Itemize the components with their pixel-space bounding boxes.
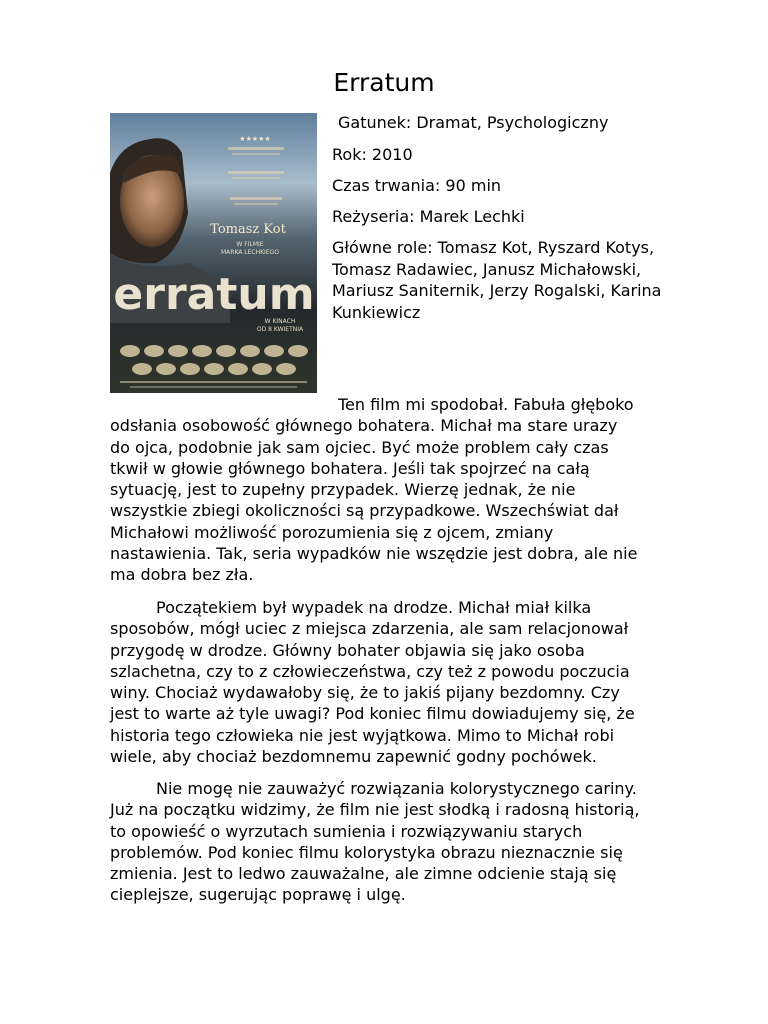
info-duration: Czas trwania: 90 min xyxy=(332,176,502,195)
paragraph-line: Michałowi możliwość porozumienia się z ojcem, zmiany xyxy=(110,522,554,542)
paragraph-line: przygodę w drodze. Główny bohater objawia się jako osoba xyxy=(110,640,585,660)
info-year: Rok: 2010 xyxy=(332,145,413,164)
paragraph-line: tkwił w głowie głównego bohatera. Jeśli tak spojrzeć na całą xyxy=(110,458,590,478)
movie-poster xyxy=(110,113,317,393)
poster-logo: erratum xyxy=(113,269,315,320)
roles-line: Kunkiewicz xyxy=(332,302,421,322)
paragraph-2 xyxy=(110,597,710,767)
paragraph-line: ma dobra bez zła. xyxy=(110,565,254,585)
paragraph-line: Początekiem był wypadek na drodze. Michał miał kilka xyxy=(156,598,592,617)
paragraph-line: szlachetna, czy to z człowieczeństwa, czy też z powodu poczucia xyxy=(110,661,630,681)
paragraph-line: wiele, aby chociaż bezdomnemu zapewnić godny pochówek. xyxy=(110,747,597,767)
paragraph-1 xyxy=(110,394,710,586)
paragraph-line: problemów. Pod koniec filmu kolorystyka obrazu nieznacznie się xyxy=(110,842,623,862)
paragraph-line: winy. Chociaż wydawałoby się, że to jakiś pijany bezdomny. Czy xyxy=(110,683,620,703)
paragraph-line: sposobów, mógł uciec z miejsca zdarzenia, ale sam relacjonował xyxy=(110,619,629,639)
poster-credit-1: W FILMIE xyxy=(236,241,264,248)
paragraph-line: jest to warte aż tyle uwagi? Pod koniec filmu dowiadujemy się, że xyxy=(110,704,635,724)
roles-line: Tomasz Radawiec, Janusz Michałowski, xyxy=(332,259,642,279)
paragraph-line: nastawienia. Tak, seria wypadków nie wszędzie jest dobra, ale nie xyxy=(110,544,638,564)
poster-stars: ★★★★★ xyxy=(239,135,271,143)
paragraph-line: do ojca, podobnie jak sam ojciec. Być może problem cały czas xyxy=(110,437,609,457)
paragraph-line: historia tego człowieka nie jest wyjątkowa. Mimo to Michał robi xyxy=(110,725,615,745)
info-genre: Gatunek: Dramat, Psychologiczny xyxy=(338,113,609,132)
poster-credit-2: MARKA LECHKIEGO xyxy=(221,249,279,256)
roles-line: Mariusz Saniternik, Jerzy Rogalski, Karina xyxy=(332,281,662,300)
paragraph-line: Już na początku widzimy, że film nie jest słodką i radosną historią, xyxy=(110,800,640,820)
roles-line: Główne role: Tomasz Kot, Ryszard Kotys, xyxy=(332,238,655,257)
paragraph-line: cieplejsze, sugerując poprawę i ulgę. xyxy=(110,885,406,905)
info-roles xyxy=(332,237,712,323)
paragraph-line: Nie mogę nie zauważyć rozwiązania kolorystycznego cariny. xyxy=(156,779,637,798)
paragraph-line: wszystkie zbiegi okoliczności są przypadkowe. Wszechświat dał xyxy=(110,501,619,521)
paragraph-line: odsłania osobowość głównego bohatera. Michał ma stare urazy xyxy=(110,416,618,436)
poster-artwork xyxy=(110,113,317,393)
paragraph-line: zmienia. Jest to ledwo zauważalne, ale zimne odcienie stają się xyxy=(110,864,617,884)
document-title: Erratum xyxy=(333,68,435,97)
paragraph-line: to opowieść o wyrzutach sumienia i rozwiązywaniu starych xyxy=(110,821,583,841)
poster-release-1: W KINACH xyxy=(264,318,296,325)
poster-release-2: OD 8 KWIETNIA xyxy=(256,326,304,333)
poster-actor-name: Tomasz Kot xyxy=(210,222,286,237)
paragraph-3 xyxy=(110,778,710,906)
paragraph-line: sytuację, jest to zupełny przypadek. Wierzę jednak, że nie xyxy=(110,480,576,500)
paragraph-line: Ten film mi spodobał. Fabuła głęboko xyxy=(338,395,634,414)
info-director: Reżyseria: Marek Lechki xyxy=(332,207,525,226)
